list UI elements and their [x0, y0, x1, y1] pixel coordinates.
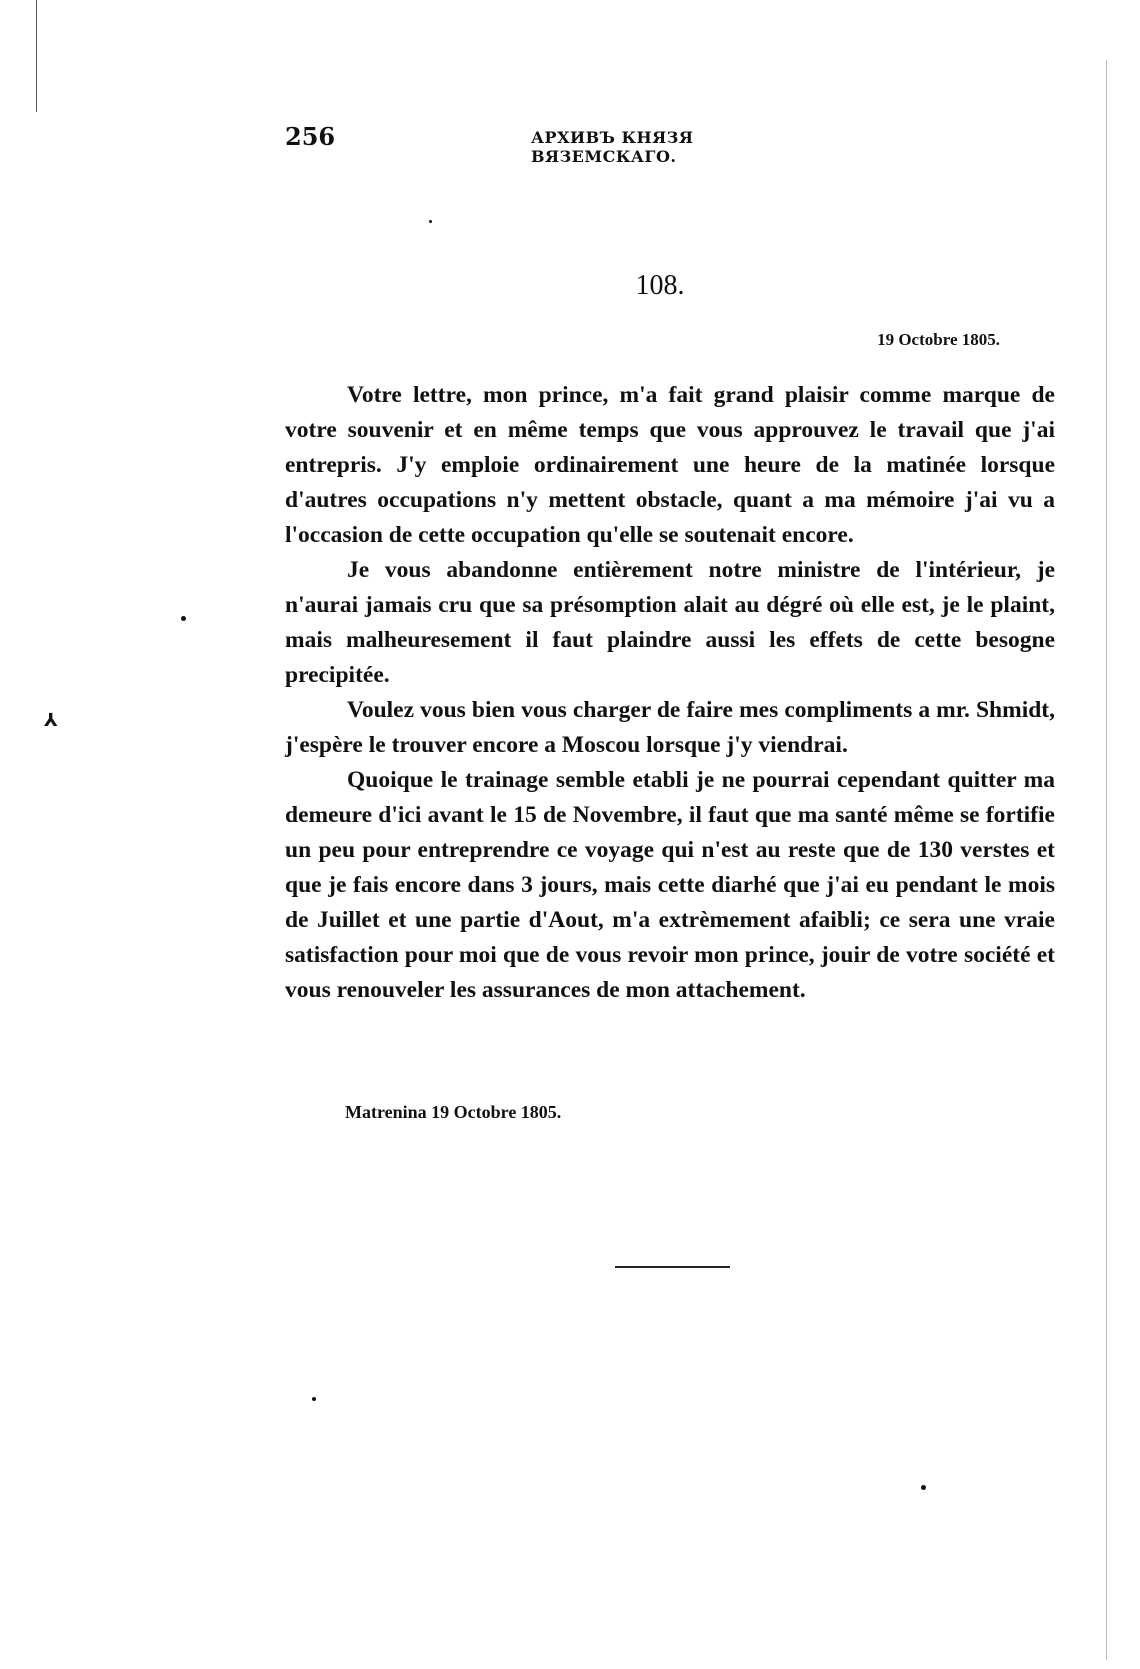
- right-scan-edge: [1106, 60, 1107, 1660]
- book-title: АРХИВЪ КНЯЗЯ ВЯЗЕМСКАГО.: [531, 128, 694, 166]
- margin-mark-icon: ⅄: [44, 710, 58, 731]
- running-head: [285, 122, 825, 166]
- scan-speck: [181, 616, 186, 621]
- letter-number: 108.: [635, 270, 685, 301]
- page-number: 256: [285, 122, 336, 151]
- scan-speck: [312, 1397, 316, 1401]
- letter-date: 19 Octobre 1805.: [877, 330, 1000, 349]
- letter-body: [285, 378, 1055, 1008]
- scan-speck: [921, 1485, 926, 1490]
- paragraph: Voulez vous bien vous charger de faire mes compliments a mr. Shmidt, j'espère le trouver encore a Moscou lorsque j'y viendrai.: [285, 697, 1055, 758]
- paragraph: Quoique le trainage semble etabli je ne pourrai cependant quitter ma demeure d'ici avant le 15 de Novembre, il faut que ma santé même se fortifie un peu pour entreprendre ce voyage qui n'est au reste que de 130 verstes et que je fais encore dans 3 jours, mais cette diarhé que j'ai eu pendant le mois de Juillet et une partie d'Aout, m'a extrèmement afaibli; ce sera une vraie satisfaction pour moi que de vous revoir mon prince, jouir de votre société et vous renouveler les assurances de mon attachement.: [285, 767, 1055, 1003]
- paragraph: Je vous abandonne entièrement notre ministre de l'intérieur, je n'aurai jamais cru que sa présomption alait au dégré où elle est, je le plaint, mais malheuresement il faut plaindre aussi les effets de cette besogne precipitée.: [285, 557, 1055, 688]
- paragraph: Votre lettre, mon prince, m'a fait grand plaisir comme marque de votre souvenir et en même temps que vous approuvez le travail que j'ai entrepris. J'y emploie ordinairement une heure de la matinée lorsque d'autres occupations n'y mettent obstacle, quant a ma mémoire j'ai vu a l'occasion de cette occupation qu'elle se soutenait encore.: [285, 382, 1055, 548]
- left-scan-edge: [36, 0, 37, 112]
- scan-speck: [429, 220, 432, 223]
- signature-line: Matrenina 19 Octobre 1805.: [345, 1102, 562, 1122]
- end-rule: [615, 1266, 730, 1268]
